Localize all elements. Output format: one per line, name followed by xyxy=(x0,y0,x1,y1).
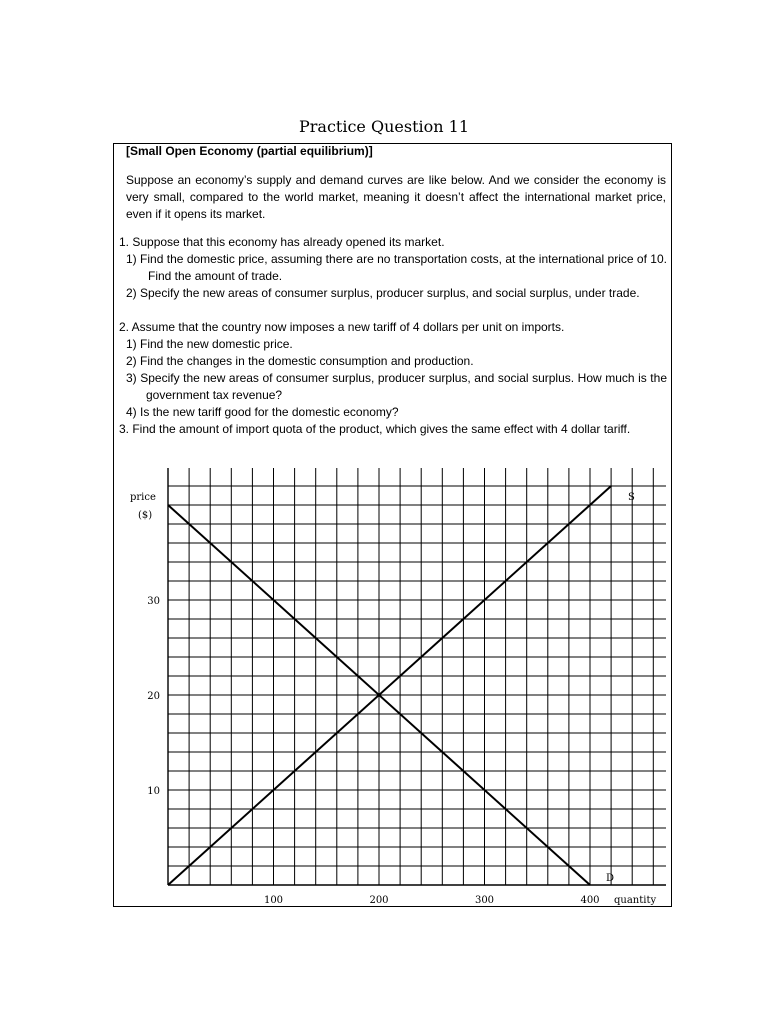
question-1-2: 2) Specify the new areas of consumer surplus, producer surplus, and social surplus, under trade. xyxy=(126,286,640,300)
question-2: 2. Assume that the country now imposes a new tariff of 4 dollars per unit on imports. xyxy=(119,320,565,334)
question-3: 3. Find the amount of import quota of the product, which gives the same effect with 4 dollar tariff. xyxy=(119,422,631,436)
x-tick-label: 200 xyxy=(369,895,389,906)
question-2-3: 3) Specify the new areas of consumer surplus, producer surplus, and social surplus. How much is the government tax revenue? xyxy=(126,371,667,402)
section-heading: [Small Open Economy (partial equilibrium)] xyxy=(126,144,373,158)
chart-grid xyxy=(168,468,666,885)
x-tick-label: 300 xyxy=(474,895,495,906)
y-tick-label: 30 xyxy=(147,596,160,607)
chart-series xyxy=(168,486,611,885)
x-tick-label: 400 xyxy=(580,895,600,906)
y-axis-label-price: price xyxy=(130,492,156,503)
question-2-1: 1) Find the new domestic price. xyxy=(126,337,293,351)
intro-paragraph: Suppose an economy’s supply and demand curves are like below. And we consider the economy is very small, compared to the world market, meaning it doesn’t affect the international market price, even if it opens its market. xyxy=(126,173,666,221)
question-2-4: 4) Is the new tariff good for the domestic economy? xyxy=(126,405,399,419)
page-title: Practice Question 11 xyxy=(298,117,469,136)
question-1-1: 1) Find the domestic price, assuming there are no transportation costs, at the international price of 10. Find the amount of trade. xyxy=(126,252,667,283)
supply-curve xyxy=(168,486,611,885)
series-label-demand: D xyxy=(606,873,615,884)
question-2-2: 2) Find the changes in the domestic consumption and production. xyxy=(126,354,474,368)
chart-labels xyxy=(130,492,656,906)
question-1: 1. Suppose that this economy has already opened its market. xyxy=(119,235,445,249)
y-tick-label: 20 xyxy=(147,691,160,702)
y-axis-label-unit: ($) xyxy=(138,510,153,521)
x-tick-label: 100 xyxy=(263,895,284,906)
x-axis-label: quantity xyxy=(614,895,657,906)
y-tick-label: 10 xyxy=(147,786,160,797)
series-label-supply: S xyxy=(628,492,635,503)
